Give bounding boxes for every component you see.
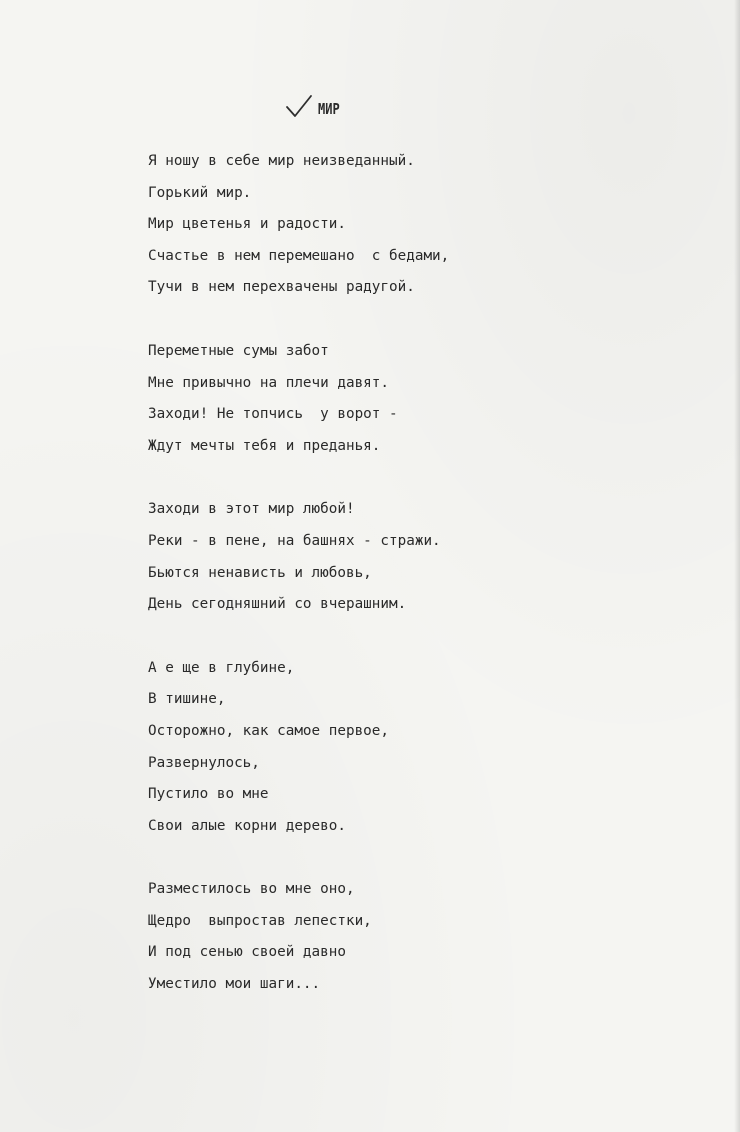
- poem-line: Горький мир.: [148, 184, 252, 201]
- poem-body: [148, 146, 668, 1033]
- poem-line: Разместилось во мне оно,: [148, 881, 355, 898]
- poem-line: Ждут мечты тебя и преданья.: [148, 437, 381, 454]
- poem-line: Тучи в нем перехвачены радугой.: [148, 279, 415, 296]
- poem-line: Заходи! Не топчись у ворот -: [148, 406, 398, 423]
- poem-line: Мне привычно на плечи давят.: [148, 374, 390, 391]
- poem-line: Переметные сумы забот: [148, 342, 329, 359]
- poem-line: В тишине,: [148, 691, 226, 708]
- poem-line: Осторожно, как самое первое,: [148, 722, 390, 739]
- poem-line: Щедро выпростав лепестки,: [148, 912, 372, 929]
- poem-line: Реки - в пене, на башнях - стражи.: [148, 532, 441, 549]
- stanza-2: [148, 336, 668, 462]
- poem-line: День сегодняшний со вчерашним.: [148, 596, 407, 613]
- stanza-4: [148, 653, 668, 843]
- stanza-3: [148, 494, 668, 620]
- poem-line: Пустило во мне: [148, 786, 269, 803]
- poem-line: Свои алые корни дерево.: [148, 817, 346, 834]
- poem-line: Уместило мои шаги...: [148, 976, 321, 993]
- poem-line: Заходи в этот мир любой!: [148, 501, 355, 518]
- stanza-5: [148, 874, 668, 1000]
- page-edge-shadow: [734, 0, 740, 1132]
- checkmark-icon: [284, 94, 314, 120]
- poem-line: Счастье в нем перемешано с бедами,: [148, 247, 450, 264]
- poem-line: Я ношу в себе мир неизведанный.: [148, 153, 415, 169]
- poem-line: И под сенью своей давно: [148, 944, 346, 961]
- poem-line: Бьются ненависть и любовь,: [148, 564, 372, 581]
- poem-line: А е ще в глубине,: [148, 659, 295, 676]
- poem-title: МИР: [318, 100, 340, 118]
- poem-line: Развернулось,: [148, 754, 260, 771]
- title-row: [284, 88, 345, 120]
- stanza-1: [148, 146, 668, 304]
- poem-line: Мир цветенья и радости.: [148, 216, 346, 233]
